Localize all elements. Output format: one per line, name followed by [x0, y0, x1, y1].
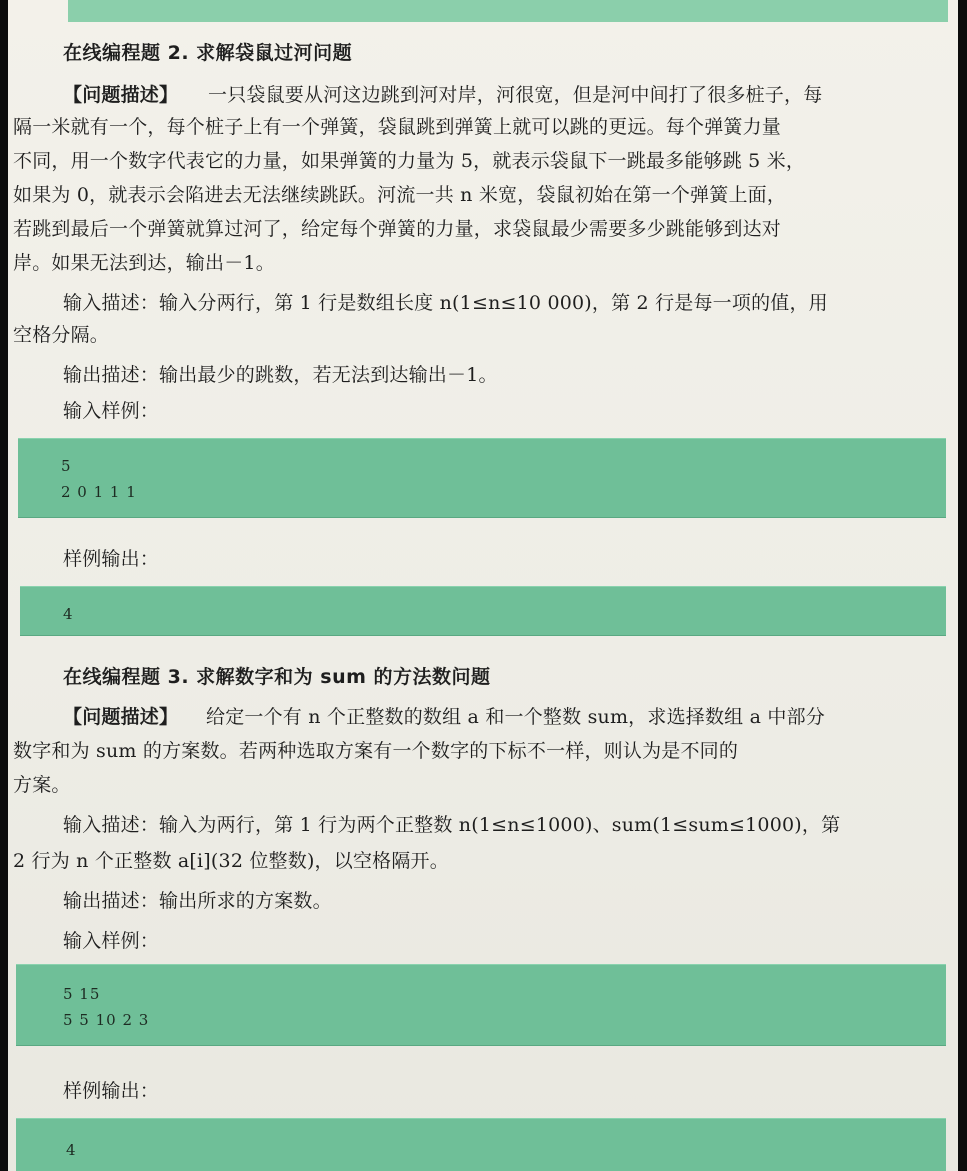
problem2-desc-line-1: 一只袋鼠要从河这边跳到河对岸，河很宽，但是河中间打了很多桩子，每: [208, 84, 823, 106]
problem2-desc-line-4: 如果为 0，就表示会陷进去无法继续跳跃。河流一共 n 米宽，袋鼠初始在第一个弹簧上面，: [13, 184, 787, 206]
problem2-desc-line-6: 岸。如果无法到达，输出－1。: [13, 252, 275, 274]
problem3-desc-line-3: 方案。: [13, 774, 71, 796]
problem3-output-desc: 输出描述：输出所求的方案数。: [63, 890, 332, 912]
problem3-input-sample-box: [16, 964, 946, 1046]
problem3-input-sample-line-1: 5 15: [63, 985, 101, 1003]
problem2-output-sample-box: [20, 586, 946, 636]
problem2-title: 在线编程题 2. 求解袋鼠过河问题: [63, 42, 353, 64]
problem2-input-sample-line-1: 5: [61, 457, 72, 475]
problem3-output-sample-value: 4: [66, 1141, 77, 1159]
previous-code-box-edge: [68, 0, 948, 22]
problem2-output-sample-value: 4: [63, 605, 74, 623]
problem2-input-desc-line-1: 输入描述：输入分两行，第 1 行是数组长度 n(1≤n≤10 000)，第 2 行是每一项的值，用: [63, 292, 828, 314]
problem3-desc-label: 【问题描述】: [63, 706, 179, 728]
problem2-input-sample-label: 输入样例：: [63, 400, 160, 422]
problem3-desc-line-1: 给定一个有 n 个正整数的数组 a 和一个整数 sum，求选择数组 a 中部分: [206, 706, 825, 728]
problem2-input-desc-line-2: 空格分隔。: [13, 324, 110, 346]
problem3-output-sample-label: 样例输出：: [63, 1080, 160, 1102]
problem3-input-sample-label: 输入样例：: [63, 930, 160, 952]
problem3-output-sample-box: [16, 1118, 946, 1171]
problem3-input-sample-line-2: 5 5 10 2 3: [63, 1011, 150, 1029]
problem2-input-sample-line-2: 2 0 1 1 1: [61, 483, 137, 501]
problem3-desc-line-2: 数字和为 sum 的方案数。若两种选取方案有一个数字的下标不一样，则认为是不同的: [13, 740, 739, 762]
problem2-desc-label: 【问题描述】: [63, 84, 179, 106]
book-page: [8, 0, 958, 1171]
problem3-title: 在线编程题 3. 求解数字和为 sum 的方法数问题: [63, 666, 491, 688]
problem2-desc-line-3: 不同，用一个数字代表它的力量，如果弹簧的力量为 5，就表示袋鼠下一跳最多能够跳 5 米，: [13, 150, 806, 172]
problem2-output-sample-label: 样例输出：: [63, 548, 160, 570]
problem3-input-desc-line-2: 2 行为 n 个正整数 a[i](32 位整数)，以空格隔开。: [13, 850, 449, 872]
problem2-desc-line-2: 隔一米就有一个，每个桩子上有一个弹簧，袋鼠跳到弹簧上就可以跳的更远。每个弹簧力量: [13, 116, 782, 138]
problem2-desc-line-5: 若跳到最后一个弹簧就算过河了，给定每个弹簧的力量，求袋鼠最少需要多少跳能够到达对: [13, 218, 782, 240]
problem2-output-desc: 输出描述：输出最少的跳数，若无法到达输出－1。: [63, 364, 498, 386]
problem2-input-sample-box: [18, 438, 946, 518]
problem3-input-desc-line-1: 输入描述：输入为两行，第 1 行为两个正整数 n(1≤n≤1000)、sum(1≤sum≤1000)，第: [63, 814, 841, 836]
